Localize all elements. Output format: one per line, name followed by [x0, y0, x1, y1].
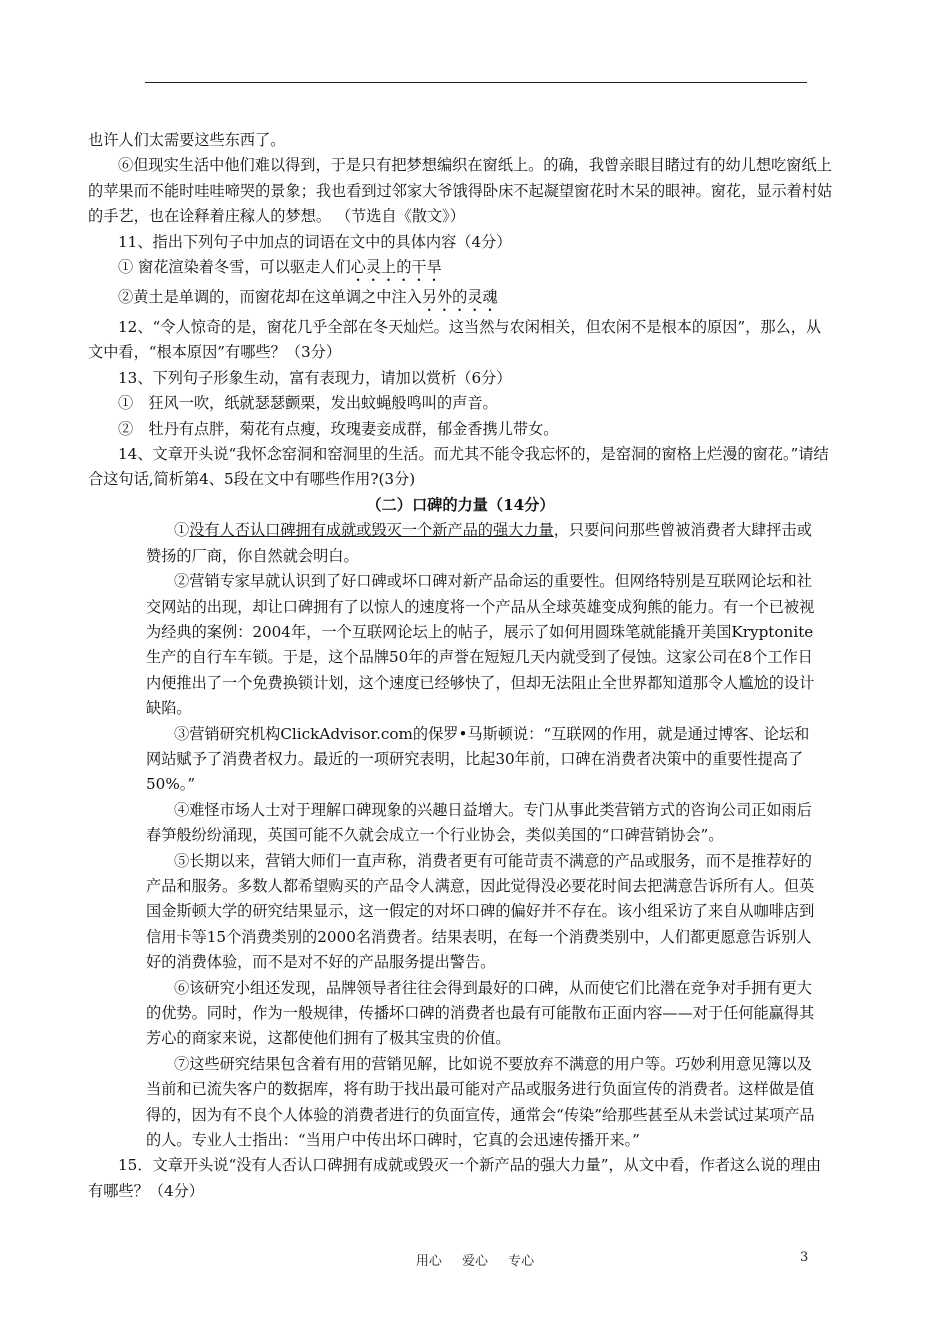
dotted-phrase: 另外的灵魂 [421, 288, 498, 307]
paragraph: 也许人们太需要这些东西了。 [88, 131, 286, 149]
article-paragraph-7: ⑦这些研究结果包含着有用的营销见解，比如说不要放弃不满意的用户等。巧妙利用意见簿以及当前和已流失客户的数据库，将有助于找出最可能对产品或服务进行负面宣传的消费者。这样做是值得的，因为有不良个人体验的消费者进行的负面宣传，通常会“传染”给那些甚至从未尝试过某项产品的人。专业人士指出：“当用户中传出坏口碑时，它真的会迅速传播开来。” [146, 1054, 815, 1150]
question-11: 11、指出下列句子中加点的词语在文中的具体内容（4分） [118, 232, 512, 251]
page-body [88, 128, 833, 1204]
article-paragraph-6: ⑥该研究小组还发现，品牌领导者往往会得到最好的口碑，从而使它们比潜在竞争对手拥有更大的优势。同时，作为一般规律，传播坏口碑的消费者也最有可能散布正面内容——对于任何能赢得其芳心的商家来说，这都使他们拥有了极其宝贵的价值。 [146, 978, 815, 1048]
footer-text: 用心 [415, 1254, 442, 1269]
header-rule [145, 82, 807, 83]
article-paragraph-1: ①没有人否认口碑拥有成就或毁灭一个新产品的强大力量，只要问问那些曾被消费者大肆抨击或赞扬的厂商，你自然就会明白。 [146, 521, 812, 565]
article-paragraph-2: ②营销专家早就认识到了好口碑或坏口碑对新产品命运的重要性。但网络特别是互联网论坛和社交网站的出现，却让口碑拥有了以惊人的速度将一个产品从全球英雄变成狗熊的能力。有一个已被视为经典的案例：2004年，一个互联网论坛上的帖子，展示了如何用圆珠笔就能撬开美国Kryptonite生产的自行车车锁。于是，这个品牌50年的声誉在短短几天内就受到了侵蚀。这家公司在8个工作日内便推出了一个免费换锁计划，这个速度已经够快了，但却无法阻止全世界都知道那令人尴尬的设计缺陷。 [146, 572, 815, 718]
dotted-phrase: 心灵上的干旱 [350, 258, 442, 277]
article-paragraph-4: ④难怪市场人士对于理解口碑现象的兴趣日益增大。专门从事此类营销方式的咨询公司正如雨后春笋般纷纷涌现，英国可能不久就会成立一个行业协会，类似美国的“口碑营销协会”。 [146, 800, 812, 845]
footer-text: 专心 [508, 1254, 535, 1269]
underlined-sentence: 没有人否认口碑拥有成就或毁灭一个新产品的强大力量 [189, 521, 554, 540]
article-paragraph-5: ⑤长期以来，营销大师们一直声称，消费者更有可能苛责不满意的产品或服务，而不是推荐好的产品和服务。多数人都希望购买的产品令人满意，因此觉得没必要花时间去把满意告诉所有人。但英国金斯顿大学的研究结果显示，这一假定的对坏口碑的偏好并不存在。该小组采访了来自从咖啡店到信用卡等15个消费类别的2000名消费者。结果表明，在每一个消费类别中，人们都更愿意告诉别人好的消费体验，而不是对不好的产品服务提出警告。 [146, 851, 815, 972]
paragraph: ⑥但现实生活中他们难以得到，于是只有把梦想编织在窗纸上。的确，我曾亲眼目睹过有的幼儿想吃窗纸上的苹果而不能时哇哇啼哭的景象；我也看到过邻家大爷饿得卧床不起凝望窗花时木呆的眼神。窗花，显示着村姑的手艺，也在诠释着庄稼人的梦想。 （节选自《散文》） [88, 156, 833, 226]
question-13-item-1: ① 狂风一吹，纸就瑟瑟颤栗，发出蚊蝇般鸣叫的声音。 [118, 394, 498, 413]
question-11-item-1: ① 窗花渲染着冬雪，可以驱走人们心灵上的干旱 [118, 258, 442, 277]
question-12: 12、“令人惊奇的是，窗花几乎全部在冬天灿烂。这当然与农闲相关，但农闲不是根本的原因”，那么，从文中看，“根本原因”有哪些？（3分） [88, 318, 822, 362]
question-11-item-2: ②黄土是单调的，而窗花却在这单调之中注入另外的灵魂 [118, 288, 498, 307]
question-14: 14、文章开头说“我怀念窑洞和窑洞里的生活。而尤其不能令我忘怀的，是窑洞的窗格上烂漫的窗花。”请结合这句话,简析第4、5段在文中有哪些作用?(3分) [88, 445, 829, 489]
question-13: 13、下列句子形象生动，富有表现力，请加以赏析（6分） [118, 368, 512, 387]
section-title: （二）口碑的力量（14分） [366, 495, 555, 514]
footer-text: 爱心 [461, 1254, 488, 1269]
question-15: 15．文章开头说“没有人否认口碑拥有成就或毁灭一个新产品的强大力量”，从文中看，作者这么说的理由有哪些？（4分） [88, 1156, 822, 1200]
article-paragraph-3: ③营销研究机构ClickAdvisor.com的保罗•马斯顿说：“互联网的作用，就是通过博客、论坛和网站赋予了消费者权力。最近的一项研究表明，比起30年前，口碑在消费者决策中的重要性提高了 50%。” [146, 724, 810, 794]
page-number: 3 [800, 1250, 809, 1265]
article [88, 518, 833, 1153]
question-13-item-2: ② 牡丹有点胖，菊花有点瘦，玫瑰妻妾成群，郁金香携儿带女。 [118, 419, 559, 438]
